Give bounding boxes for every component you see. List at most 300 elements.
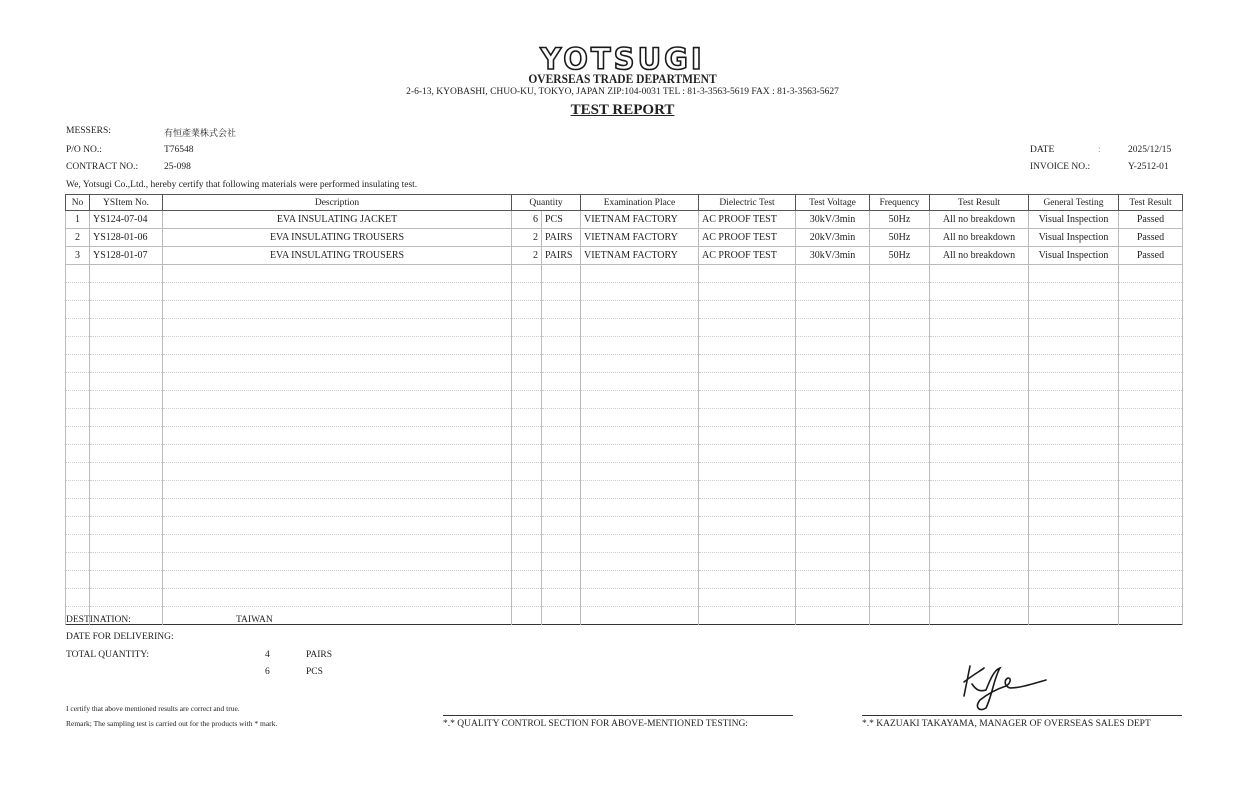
empty-cell <box>512 553 542 571</box>
empty-cell <box>163 535 512 553</box>
empty-cell <box>796 571 870 589</box>
empty-cell <box>1119 265 1183 283</box>
empty-cell <box>870 499 930 517</box>
empty-table-row <box>66 301 1183 319</box>
col-header-final-result: Test Result <box>1119 195 1183 211</box>
empty-cell <box>66 463 90 481</box>
empty-cell <box>90 481 163 499</box>
empty-cell <box>163 517 512 535</box>
empty-cell <box>699 481 796 499</box>
qc-bullet: *.* <box>443 719 455 729</box>
empty-cell <box>796 499 870 517</box>
empty-cell <box>581 355 699 373</box>
empty-cell <box>699 589 796 607</box>
empty-cell <box>90 301 163 319</box>
empty-cell <box>542 463 581 481</box>
row-test-result: All no breakdown <box>930 247 1029 265</box>
empty-cell <box>581 283 699 301</box>
row-description: EVA INSULATING TROUSERS <box>163 229 512 247</box>
qc-signature-line <box>443 715 793 716</box>
empty-cell <box>66 589 90 607</box>
empty-cell <box>796 409 870 427</box>
empty-table-row <box>66 553 1183 571</box>
empty-cell <box>1029 571 1119 589</box>
empty-cell <box>542 355 581 373</box>
empty-cell <box>930 337 1029 355</box>
empty-cell <box>90 409 163 427</box>
empty-cell <box>796 589 870 607</box>
empty-cell <box>1029 283 1119 301</box>
certify-true-line: I certify that above mentioned results are correct and true. <box>66 704 240 713</box>
empty-cell <box>930 355 1029 373</box>
row-test-result: All no breakdown <box>930 211 1029 229</box>
empty-cell <box>870 607 930 625</box>
empty-cell <box>512 445 542 463</box>
col-header-dielectric: Dielectric Test <box>699 195 796 211</box>
empty-cell <box>90 517 163 535</box>
empty-cell <box>90 391 163 409</box>
empty-cell <box>796 445 870 463</box>
messers-value: 有恒產業株式会社 <box>164 129 237 139</box>
empty-cell <box>1029 463 1119 481</box>
empty-cell <box>581 517 699 535</box>
empty-cell <box>90 445 163 463</box>
empty-cell <box>581 499 699 517</box>
empty-cell <box>930 517 1029 535</box>
empty-cell <box>699 463 796 481</box>
empty-cell <box>512 499 542 517</box>
empty-cell <box>542 427 581 445</box>
empty-cell <box>930 265 1029 283</box>
row-examination-place: VIETNAM FACTORY <box>581 247 699 265</box>
empty-cell <box>66 373 90 391</box>
empty-cell <box>66 265 90 283</box>
empty-cell <box>66 571 90 589</box>
row-test-voltage: 20kV/3min <box>796 229 870 247</box>
empty-cell <box>90 499 163 517</box>
empty-cell <box>512 283 542 301</box>
empty-cell <box>163 409 512 427</box>
empty-table-row <box>66 589 1183 607</box>
empty-cell <box>581 427 699 445</box>
empty-cell <box>512 481 542 499</box>
empty-cell <box>870 265 930 283</box>
manager-signature <box>950 656 1060 714</box>
empty-cell <box>66 481 90 499</box>
empty-cell <box>1029 355 1119 373</box>
empty-cell <box>930 589 1029 607</box>
empty-cell <box>1119 409 1183 427</box>
empty-cell <box>512 265 542 283</box>
empty-table-row <box>66 427 1183 445</box>
empty-cell <box>930 319 1029 337</box>
empty-cell <box>930 391 1029 409</box>
contract-value: 25-098 <box>164 162 191 172</box>
empty-cell <box>1119 517 1183 535</box>
empty-cell <box>796 265 870 283</box>
empty-cell <box>870 535 930 553</box>
row-examination-place: VIETNAM FACTORY <box>581 229 699 247</box>
empty-cell <box>542 301 581 319</box>
empty-cell <box>1029 409 1119 427</box>
empty-cell <box>870 283 930 301</box>
empty-cell <box>699 391 796 409</box>
date-value: 2025/12/15 <box>1128 145 1172 155</box>
total-qty-1: 4 <box>265 650 270 660</box>
empty-cell <box>870 481 930 499</box>
empty-cell <box>930 373 1029 391</box>
empty-cell <box>699 409 796 427</box>
empty-table-row <box>66 319 1183 337</box>
empty-table-row <box>66 499 1183 517</box>
empty-cell <box>1029 373 1119 391</box>
empty-cell <box>1029 337 1119 355</box>
empty-table-row <box>66 571 1183 589</box>
row-item-no: YS124-07-04 <box>90 211 163 229</box>
empty-cell <box>1029 319 1119 337</box>
empty-cell <box>542 265 581 283</box>
empty-cell <box>542 283 581 301</box>
empty-cell <box>1119 355 1183 373</box>
empty-cell <box>1119 463 1183 481</box>
contract-label: CONTRACT NO.: <box>66 162 139 172</box>
empty-cell <box>512 409 542 427</box>
empty-cell <box>581 265 699 283</box>
empty-cell <box>163 265 512 283</box>
empty-cell <box>870 463 930 481</box>
empty-cell <box>512 535 542 553</box>
empty-cell <box>542 409 581 427</box>
empty-cell <box>699 301 796 319</box>
empty-table-row <box>66 337 1183 355</box>
destination-value: TAIWAN <box>236 615 273 625</box>
empty-cell <box>581 535 699 553</box>
empty-cell <box>1119 571 1183 589</box>
empty-cell <box>90 463 163 481</box>
empty-cell <box>870 301 930 319</box>
empty-cell <box>699 571 796 589</box>
empty-cell <box>542 373 581 391</box>
row-unit: PAIRS <box>542 247 581 265</box>
empty-cell <box>542 535 581 553</box>
empty-cell <box>699 535 796 553</box>
empty-cell <box>66 445 90 463</box>
empty-cell <box>512 427 542 445</box>
row-quantity: 6 <box>512 211 542 229</box>
empty-table-row <box>66 355 1183 373</box>
empty-cell <box>512 463 542 481</box>
empty-cell <box>163 571 512 589</box>
empty-cell <box>1119 445 1183 463</box>
empty-cell <box>66 355 90 373</box>
empty-cell <box>796 535 870 553</box>
delivering-label: DATE FOR DELIVERING: <box>66 632 174 642</box>
empty-cell <box>1029 481 1119 499</box>
col-header-general-testing: General Testing <box>1029 195 1119 211</box>
empty-cell <box>163 553 512 571</box>
company-address: 2-6-13, KYOBASHI, CHUO-KU, TOKYO, JAPAN ZIP:104-0031 TEL : 81-3-3563-5619 FAX : 81-3-3563-5627 <box>406 87 839 97</box>
empty-cell <box>1119 391 1183 409</box>
row-description: EVA INSULATING JACKET <box>163 211 512 229</box>
empty-cell <box>1119 373 1183 391</box>
empty-cell <box>581 301 699 319</box>
empty-cell <box>870 337 930 355</box>
empty-cell <box>699 427 796 445</box>
total-qty-2: 6 <box>265 667 270 677</box>
col-header-quantity: Quantity <box>512 195 581 211</box>
empty-cell <box>163 337 512 355</box>
manager-bullet: *.* <box>862 719 874 729</box>
empty-cell <box>870 517 930 535</box>
empty-cell <box>930 553 1029 571</box>
empty-cell <box>581 409 699 427</box>
col-header-place: Examination Place <box>581 195 699 211</box>
empty-cell <box>930 301 1029 319</box>
empty-table-row <box>66 283 1183 301</box>
empty-cell <box>796 553 870 571</box>
row-quantity: 2 <box>512 247 542 265</box>
department-name: OVERSEAS TRADE DEPARTMENT <box>528 72 717 86</box>
row-final-result: Passed <box>1119 229 1183 247</box>
empty-cell <box>66 337 90 355</box>
empty-cell <box>930 427 1029 445</box>
col-header-voltage: Test Voltage <box>796 195 870 211</box>
empty-cell <box>699 319 796 337</box>
empty-table-row <box>66 445 1183 463</box>
empty-cell <box>1119 301 1183 319</box>
empty-cell <box>542 553 581 571</box>
date-label: DATE <box>1030 145 1055 155</box>
empty-cell <box>870 427 930 445</box>
row-dielectric-test: AC PROOF TEST <box>699 229 796 247</box>
col-header-frequency: Frequency <box>870 195 930 211</box>
table-row <box>66 211 1183 229</box>
empty-cell <box>870 571 930 589</box>
row-test-voltage: 30kV/3min <box>796 211 870 229</box>
manager-signature-line <box>862 715 1182 716</box>
empty-cell <box>66 553 90 571</box>
empty-cell <box>66 535 90 553</box>
empty-cell <box>930 481 1029 499</box>
empty-cell <box>699 445 796 463</box>
empty-cell <box>542 589 581 607</box>
empty-cell <box>512 517 542 535</box>
qc-section <box>443 719 748 729</box>
col-header-no: No <box>66 195 90 211</box>
empty-cell <box>90 427 163 445</box>
row-unit: PCS <box>542 211 581 229</box>
total-unit-1: PAIRS <box>306 650 333 660</box>
empty-cell <box>930 535 1029 553</box>
empty-table-row <box>66 481 1183 499</box>
empty-cell <box>1119 283 1183 301</box>
empty-cell <box>1119 319 1183 337</box>
empty-cell <box>930 607 1029 625</box>
empty-table-row <box>66 373 1183 391</box>
empty-cell <box>796 427 870 445</box>
empty-cell <box>581 571 699 589</box>
manager-label: KAZUAKI TAKAYAMA, MANAGER OF OVERSEAS SALES DEPT <box>876 719 1151 729</box>
manager-section <box>862 719 1151 729</box>
empty-cell <box>90 553 163 571</box>
empty-cell <box>66 319 90 337</box>
empty-cell <box>90 355 163 373</box>
empty-cell <box>163 463 512 481</box>
empty-cell <box>542 517 581 535</box>
empty-cell <box>90 337 163 355</box>
row-general-testing: Visual Inspection <box>1029 229 1119 247</box>
empty-cell <box>163 607 512 625</box>
empty-cell <box>66 301 90 319</box>
empty-cell <box>1119 589 1183 607</box>
empty-cell <box>930 283 1029 301</box>
empty-cell <box>699 553 796 571</box>
row-quantity: 2 <box>512 229 542 247</box>
messers-label: MESSERS: <box>66 126 111 136</box>
row-item-no: YS128-01-07 <box>90 247 163 265</box>
empty-cell <box>699 283 796 301</box>
empty-cell <box>66 283 90 301</box>
col-header-description: Description <box>163 195 512 211</box>
empty-cell <box>1029 607 1119 625</box>
date-separator: : <box>1098 145 1101 155</box>
invoice-value: Y-2512-01 <box>1128 162 1169 172</box>
empty-cell <box>699 607 796 625</box>
empty-cell <box>512 337 542 355</box>
empty-cell <box>512 301 542 319</box>
empty-cell <box>90 283 163 301</box>
empty-cell <box>870 373 930 391</box>
po-value: T76548 <box>164 145 194 155</box>
empty-cell <box>1029 499 1119 517</box>
row-no: 3 <box>66 247 90 265</box>
row-final-result: Passed <box>1119 247 1183 265</box>
col-header-test-result: Test Result <box>930 195 1029 211</box>
empty-cell <box>796 481 870 499</box>
empty-cell <box>1119 535 1183 553</box>
invoice-label: INVOICE NO.: <box>1030 162 1091 172</box>
empty-cell <box>66 409 90 427</box>
empty-cell <box>930 571 1029 589</box>
empty-cell <box>1119 481 1183 499</box>
row-test-result: All no breakdown <box>930 229 1029 247</box>
empty-cell <box>1119 607 1183 625</box>
empty-cell <box>870 409 930 427</box>
empty-cell <box>870 391 930 409</box>
table-row <box>66 247 1183 265</box>
empty-cell <box>512 391 542 409</box>
empty-table-row <box>66 265 1183 283</box>
po-label: P/O NO.: <box>66 145 102 155</box>
empty-cell <box>699 265 796 283</box>
empty-cell <box>581 391 699 409</box>
empty-cell <box>1029 535 1119 553</box>
empty-cell <box>542 391 581 409</box>
row-general-testing: Visual Inspection <box>1029 247 1119 265</box>
empty-cell <box>512 355 542 373</box>
empty-cell <box>930 463 1029 481</box>
empty-cell <box>512 319 542 337</box>
signature-scribble-icon <box>950 656 1060 714</box>
empty-cell <box>699 517 796 535</box>
company-logo: YOTSUGI <box>540 42 705 76</box>
row-examination-place: VIETNAM FACTORY <box>581 211 699 229</box>
empty-cell <box>163 373 512 391</box>
empty-cell <box>581 463 699 481</box>
empty-cell <box>796 463 870 481</box>
empty-cell <box>1029 265 1119 283</box>
row-dielectric-test: AC PROOF TEST <box>699 247 796 265</box>
empty-cell <box>542 337 581 355</box>
empty-cell <box>542 445 581 463</box>
empty-cell <box>66 499 90 517</box>
empty-cell <box>581 373 699 391</box>
empty-cell <box>699 499 796 517</box>
empty-cell <box>1029 517 1119 535</box>
empty-cell <box>870 319 930 337</box>
empty-cell <box>581 337 699 355</box>
row-test-voltage: 30kV/3min <box>796 247 870 265</box>
empty-cell <box>581 445 699 463</box>
empty-cell <box>699 337 796 355</box>
empty-cell <box>1029 391 1119 409</box>
empty-cell <box>90 373 163 391</box>
row-general-testing: Visual Inspection <box>1029 211 1119 229</box>
empty-cell <box>512 571 542 589</box>
empty-cell <box>930 445 1029 463</box>
empty-cell <box>163 283 512 301</box>
empty-table-row <box>66 391 1183 409</box>
col-header-item: YSItem No. <box>90 195 163 211</box>
row-frequency: 50Hz <box>870 247 930 265</box>
row-final-result: Passed <box>1119 211 1183 229</box>
empty-cell <box>512 589 542 607</box>
empty-cell <box>163 391 512 409</box>
empty-cell <box>542 319 581 337</box>
row-unit: PAIRS <box>542 229 581 247</box>
empty-cell <box>796 517 870 535</box>
empty-cell <box>796 337 870 355</box>
empty-cell <box>870 589 930 607</box>
page-title: TEST REPORT <box>570 102 675 118</box>
row-no: 2 <box>66 229 90 247</box>
table-row <box>66 229 1183 247</box>
empty-cell <box>930 499 1029 517</box>
empty-cell <box>1029 589 1119 607</box>
empty-cell <box>90 319 163 337</box>
empty-cell <box>512 607 542 625</box>
empty-cell <box>796 355 870 373</box>
empty-cell <box>1119 337 1183 355</box>
certify-statement: We, Yotsugi Co.,Ltd., hereby certify that following materials were performed insulating test. <box>66 180 418 190</box>
total-unit-2: PCS <box>306 667 323 677</box>
qc-label: QUALITY CONTROL SECTION FOR ABOVE-MENTIONED TESTING: <box>457 719 748 729</box>
empty-cell <box>581 319 699 337</box>
empty-cell <box>66 517 90 535</box>
empty-table-row <box>66 535 1183 553</box>
empty-cell <box>1119 553 1183 571</box>
empty-cell <box>163 301 512 319</box>
empty-cell <box>581 589 699 607</box>
empty-cell <box>581 481 699 499</box>
empty-table-row <box>66 517 1183 535</box>
empty-cell <box>542 571 581 589</box>
empty-cell <box>90 589 163 607</box>
row-item-no: YS128-01-06 <box>90 229 163 247</box>
empty-cell <box>796 319 870 337</box>
empty-cell <box>1029 301 1119 319</box>
empty-cell <box>581 607 699 625</box>
